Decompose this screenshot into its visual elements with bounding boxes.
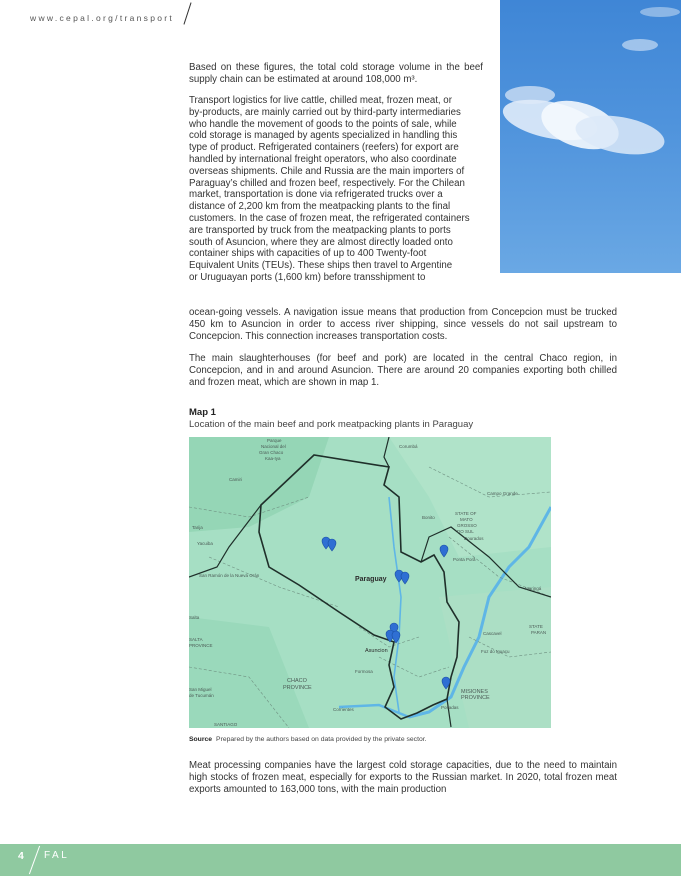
svg-text:PROVINCE: PROVINCE [189,643,213,648]
map-subtitle: Location of the main beef and pork meatpacking plants in Paraguay [189,419,474,430]
svg-text:Tarija: Tarija [192,525,203,530]
sky-photo [500,0,681,273]
paragraph-transport-logistics-continued: ocean-going vessels. A navigation issue means that production from Concepcion must be trucked 450 km to Asuncion in order to access river shipping, since vessels do not sail upstream to Concepcion. This connection increases transportation costs. [189,307,617,342]
svg-text:Corumbá: Corumbá [399,444,418,449]
footer-bar [0,844,681,876]
svg-text:CHACO: CHACO [287,678,307,684]
footer-section: FAL [44,850,70,861]
svg-text:Yacuiba: Yacuiba [197,541,213,546]
paragraph-meat-processing: Meat processing companies have the largest cold storage capacities, due to the need to maintain high stocks of frozen meat, especially for exports to the Russian market. In 2020, total frozen meat exports amounted to 163,000 tons, with the main production [189,760,617,795]
svg-text:STATE OF: STATE OF [455,511,477,516]
svg-text:SALTA: SALTA [189,637,203,642]
svg-text:GROSSO: GROSSO [457,523,477,528]
paragraph-transport-logistics: Transport logistics for live cattle, chilled meat, frozen meat, or by-products, are mainly carried out by third-party intermediaries who handle the movement of goods to the points of sale, while cold storage is managed by agents specialized in handling this type of product. Refrigerated containers (reefers) for export are handled by international freight operators, who also coordinate overseas shipments. Chile and Russia are the main importers of Paraguay’s chilled and frozen beef, respectively. For the Chilean market, transportation is done via refrigerated trucks over a distance of 2,200 km from the meatpacking plants to the final customers. In the case of frozen meat, the refrigerated containers are transported by truck from the meatpacking plants to ports south of Asuncion, where they are almost directly loaded onto container ships with capacities of up to 400 Twenty-foot Equivalent Units (TEUs). These ships then travel to Argentine or Uruguayan ports (1,600 km) before transshipment to [189,95,470,283]
svg-text:de Tucumán: de Tucumán [189,693,214,698]
header-url: www.cepal.org/transport [30,13,175,23]
header-divider [183,2,191,24]
svg-text:Dourados: Dourados [464,536,484,541]
source-text: Prepared by the authors based on data provided by the private sector. [216,736,427,743]
svg-text:PARAN: PARAN [531,630,547,635]
svg-text:Asuncion: Asuncion [365,648,388,654]
svg-text:Cascavel: Cascavel [483,631,502,636]
svg-text:Ponta Porã: Ponta Porã [453,557,476,562]
svg-text:Paraguay: Paraguay [355,576,387,583]
svg-text:DO SUL: DO SUL [457,529,474,534]
svg-text:SANTIAGO: SANTIAGO [214,722,238,727]
svg-text:Foz do Iguaçu: Foz do Iguaçu [481,649,510,654]
svg-text:Bonito: Bonito [422,515,435,520]
svg-text:MISIONES: MISIONES [461,689,488,695]
page-number: 4 [18,850,24,862]
svg-text:Salta: Salta [189,615,200,620]
svg-text:Nacional del: Nacional del [261,444,286,449]
svg-text:Gran Chaco: Gran Chaco [259,450,284,455]
svg-text:Posadas: Posadas [441,705,459,710]
svg-text:Maringá: Maringá [525,586,542,591]
svg-text:PROVINCE: PROVINCE [461,695,490,701]
svg-text:Formosa: Formosa [355,669,373,674]
svg-text:PROVINCE: PROVINCE [283,685,312,691]
paragraph-slaughterhouses: The main slaughterhouses (for beef and pork) are located in the central Chaco region, in Concepcion, and in and around Asuncion. There are around 20 companies exporting both chilled and frozen meat, which are shown in map 1. [189,353,617,388]
svg-text:Campo Grande: Campo Grande [487,491,518,496]
svg-text:San Ramón de la Nueva Orán: San Ramón de la Nueva Orán [199,573,260,578]
map-title: Map 1 [189,407,216,418]
svg-text:MATO: MATO [460,517,473,522]
svg-text:San Miguel: San Miguel [189,687,212,692]
svg-text:Corrientes: Corrientes [333,707,354,712]
source-label: Source [189,736,213,743]
paraguay-map [189,437,551,728]
paragraph-cold-storage: Based on these figures, the total cold storage volume in the beef supply chain can be estimated at around 108,000 m³. [189,62,483,85]
svg-text:Kaa-Iya: Kaa-Iya [265,456,281,461]
svg-text:STATE: STATE [529,624,543,629]
svg-text:Camiri: Camiri [229,477,242,482]
svg-text:Parque: Parque [267,438,282,443]
map-source [189,736,427,743]
